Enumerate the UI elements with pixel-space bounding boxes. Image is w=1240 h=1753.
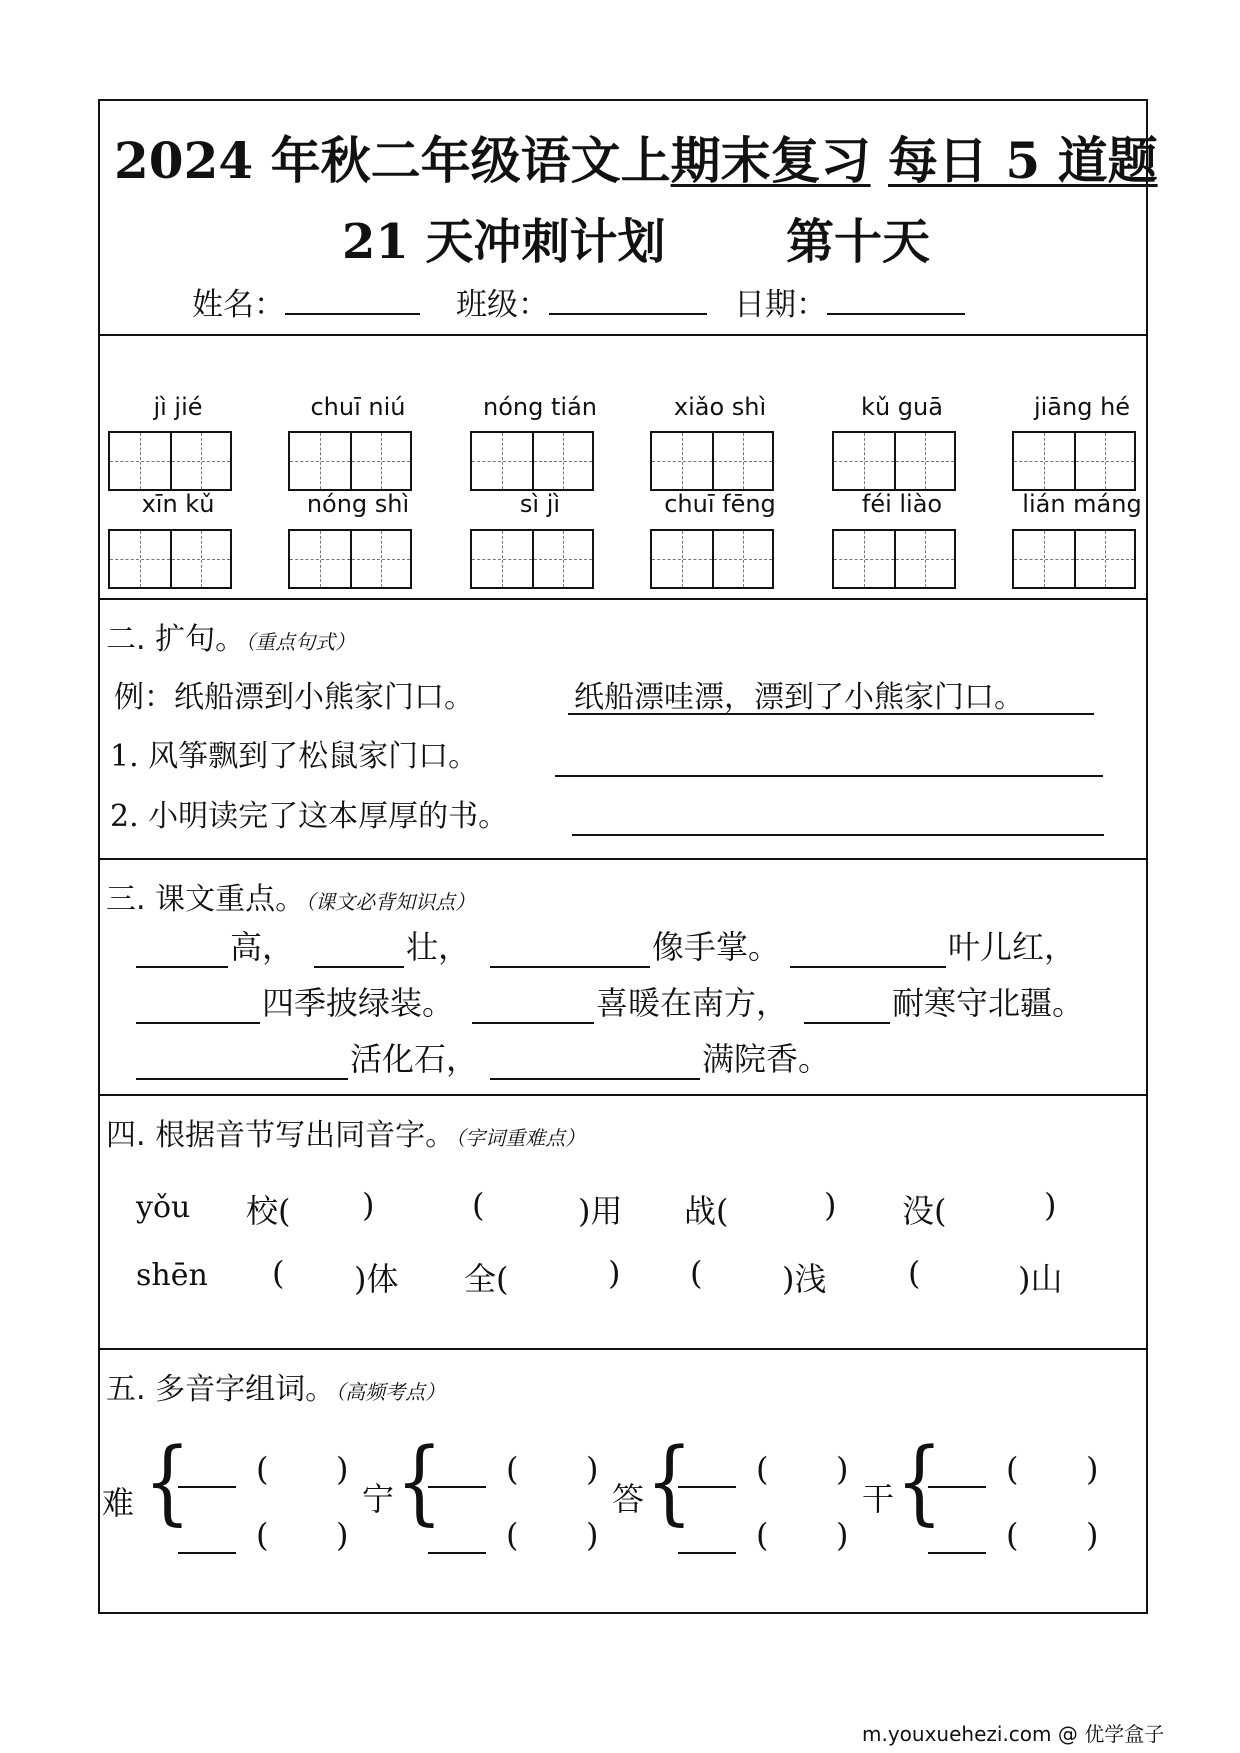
word-blank: 校(: [246, 1192, 291, 1230]
brace-icon: {: [395, 1428, 443, 1535]
pinyin-label: chuī fēng: [664, 490, 776, 518]
pinyin-paren-close: ): [586, 1516, 599, 1554]
char-boxes[interactable]: [288, 529, 412, 589]
word-line[interactable]: [928, 1552, 986, 1554]
pinyin-paren-open: (: [256, 1450, 269, 1488]
text-segment: 像手掌。: [652, 928, 781, 966]
word-blank: 战(: [684, 1192, 729, 1230]
word-blank: (: [908, 1254, 921, 1292]
footer-watermark: m.youxuehezi.com @ 优学盒子: [862, 1722, 1165, 1746]
char-boxes[interactable]: [1012, 431, 1136, 491]
fill-blank[interactable]: [472, 1022, 594, 1024]
question-1: 1. 风筝飘到了松鼠家门口。: [110, 739, 479, 774]
fill-blank[interactable]: [490, 1078, 700, 1080]
date-field: [734, 279, 965, 324]
word-blank: )山: [1018, 1260, 1063, 1298]
date-blank[interactable]: [827, 287, 965, 315]
word-blank: (: [690, 1254, 703, 1292]
char-boxes[interactable]: [650, 431, 774, 491]
pinyin-paren-open: (: [506, 1516, 519, 1554]
fill-blank[interactable]: [136, 966, 228, 968]
heading-text: 五. 多音字组词。: [106, 1372, 336, 1407]
pinyin-paren-close: ): [836, 1516, 849, 1554]
heading-text: 三. 课文重点。: [106, 882, 306, 917]
heading-note: （高频考点）: [335, 1380, 446, 1404]
name-field: [192, 279, 420, 324]
page-title: [114, 121, 1158, 193]
word-line[interactable]: [178, 1552, 236, 1554]
word-blank: 全(: [464, 1260, 509, 1298]
date-label: 日期：: [734, 287, 827, 323]
pinyin-paren-close: ): [336, 1516, 349, 1554]
pinyin-label: jiāng hé: [1033, 393, 1131, 421]
word-blank: )体: [354, 1260, 399, 1298]
word-line[interactable]: [178, 1486, 236, 1488]
question-2: 2. 小明读完了这本厚厚的书。: [110, 799, 509, 834]
heading-note: （课文必背知识点）: [305, 890, 476, 914]
char-boxes[interactable]: [470, 431, 594, 491]
pinyin-label: féi liào: [861, 490, 943, 518]
pinyin-paren-close: ): [1086, 1516, 1099, 1554]
section-expand-sentence: [100, 600, 1146, 860]
polyphone-char: 宁: [362, 1480, 395, 1518]
example-underline: [568, 713, 1094, 715]
pinyin-paren-open: (: [1006, 1516, 1019, 1554]
section-heading: [106, 1110, 585, 1154]
pinyin-label: nóng tián: [483, 393, 597, 421]
text-segment: 高，: [230, 928, 295, 966]
pinyin-section: [100, 336, 1146, 600]
section-homophones: [100, 1096, 1146, 1350]
text-segment: 喜暖在南方，: [596, 984, 789, 1022]
word-blank: )用: [578, 1192, 623, 1230]
char-boxes[interactable]: [1012, 529, 1136, 589]
polyphone-char: 答: [612, 1480, 645, 1518]
char-boxes[interactable]: [832, 431, 956, 491]
word-blank: 没(: [902, 1192, 947, 1230]
polyphone-char: 干: [862, 1480, 895, 1518]
pinyin-label: jì jié: [153, 393, 203, 421]
word-blank: ): [608, 1254, 621, 1292]
pinyin-paren-open: (: [756, 1516, 769, 1554]
fill-blank[interactable]: [136, 1022, 260, 1024]
word-line[interactable]: [428, 1486, 486, 1488]
word-line[interactable]: [678, 1486, 736, 1488]
pinyin-paren-open: (: [256, 1516, 269, 1554]
pinyin-label: kǔ guā: [861, 393, 943, 421]
section-key-points: [100, 860, 1146, 1096]
example-question: 例：纸船漂到小熊家门口。: [114, 680, 474, 715]
word-blank: (: [472, 1186, 485, 1224]
syllable-shen: shēn: [136, 1258, 208, 1293]
brace-icon: {: [143, 1428, 191, 1535]
pinyin-label: chuī niú: [310, 393, 406, 421]
text-segment: 耐寒守北疆。: [892, 984, 1085, 1022]
polyphone-char: 难: [102, 1484, 135, 1522]
pinyin-paren-open: (: [506, 1450, 519, 1488]
word-blank: (: [272, 1254, 285, 1292]
syllable-you: yǒu: [136, 1190, 191, 1225]
title-part-2: 期末复习: [670, 131, 871, 190]
char-boxes[interactable]: [288, 431, 412, 491]
text-segment: 壮，: [406, 928, 471, 966]
fill-blank[interactable]: [804, 1022, 890, 1024]
char-boxes[interactable]: [108, 529, 232, 589]
word-line[interactable]: [928, 1486, 986, 1488]
brace-icon: {: [895, 1428, 943, 1535]
class-label: 班级：: [456, 287, 549, 323]
pinyin-label: xiǎo shì: [673, 393, 767, 421]
char-boxes[interactable]: [470, 529, 594, 589]
heading-text: 二. 扩句。: [106, 622, 246, 657]
fill-blank[interactable]: [790, 966, 946, 968]
word-blank: )浅: [782, 1260, 827, 1298]
word-line[interactable]: [428, 1552, 486, 1554]
fill-blank[interactable]: [136, 1078, 348, 1080]
fill-blank[interactable]: [314, 966, 404, 968]
section-heading: [106, 874, 475, 918]
text-segment: 活化石，: [350, 1040, 479, 1078]
section-heading: [106, 1364, 445, 1408]
class-field: [456, 279, 707, 324]
char-boxes[interactable]: [832, 529, 956, 589]
char-boxes[interactable]: [650, 529, 774, 589]
char-boxes[interactable]: [108, 431, 232, 491]
worksheet: [98, 99, 1158, 1614]
answer-line-1[interactable]: [555, 775, 1103, 777]
answer-line-2[interactable]: [572, 834, 1104, 836]
pinyin-label: sì jì: [519, 490, 561, 518]
word-line[interactable]: [678, 1552, 736, 1554]
pinyin-paren-close: ): [336, 1450, 349, 1488]
section-polyphones: [100, 1350, 1146, 1612]
text-segment: 四季披绿装。: [262, 984, 455, 1022]
text-segment: 满院香。: [702, 1040, 831, 1078]
pinyin-paren-open: (: [1006, 1450, 1019, 1488]
pinyin-label: xīn kǔ: [141, 490, 215, 518]
pinyin-label: lián máng: [1022, 490, 1142, 518]
fill-blank[interactable]: [490, 966, 650, 968]
word-blank: ): [362, 1186, 375, 1224]
title-part-3: 每日 5 道题: [888, 131, 1158, 190]
pinyin-paren-close: ): [1086, 1450, 1099, 1488]
pinyin-paren-close: ): [836, 1450, 849, 1488]
subtitle-day: 第十天: [786, 214, 931, 270]
class-blank[interactable]: [549, 287, 707, 315]
example-answer: 纸船漂哇漂，漂到了小熊家门口。: [574, 680, 1024, 715]
pinyin-paren-close: ): [586, 1450, 599, 1488]
pinyin-label: nóng shì: [306, 490, 410, 518]
brace-icon: {: [645, 1428, 693, 1535]
header-section: [100, 101, 1158, 336]
heading-text: 四. 根据音节写出同音字。: [106, 1118, 456, 1153]
word-blank: ): [1044, 1186, 1057, 1224]
name-label: 姓名：: [192, 287, 285, 323]
word-blank: ): [824, 1186, 837, 1224]
section-heading: [106, 614, 355, 658]
heading-note: （字词重难点）: [455, 1126, 586, 1150]
title-part-1: 2024 年秋二年级语文上: [114, 131, 671, 190]
subtitle-plan: 21 天冲刺计划: [342, 214, 666, 270]
name-blank[interactable]: [285, 287, 420, 315]
text-segment: 叶儿红，: [948, 928, 1077, 966]
heading-note: （重点句式）: [245, 630, 356, 654]
pinyin-paren-open: (: [756, 1450, 769, 1488]
